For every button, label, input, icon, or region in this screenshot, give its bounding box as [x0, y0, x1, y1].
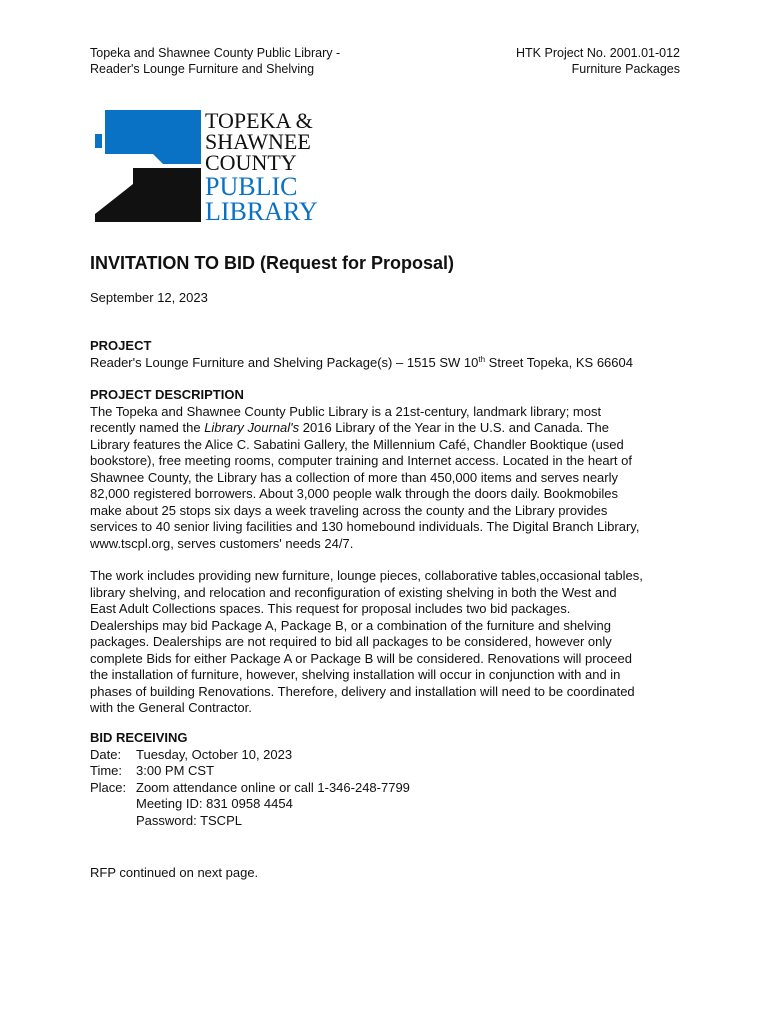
description-p1-line: 82,000 registered borrowers. About 3,000 people walk through the doors daily. Bookmobiles	[90, 486, 619, 501]
description-p2-line: with the General Contractor.	[90, 700, 252, 715]
bid-place-row	[90, 780, 690, 797]
description-p1-line: The Topeka and Shawnee County Public Library is a 21st-century, landmark library; most	[90, 403, 602, 419]
scope-of-work-paragraph	[90, 568, 690, 717]
description-p2-line: East Adult Collections spaces. This request for proposal includes two bid packages.	[90, 601, 571, 616]
publication-name: Library Journal's	[204, 420, 300, 435]
project-text-start: Reader's Lounge Furniture and Shelving Package(s) – 1515 SW 10	[90, 354, 479, 370]
bid-date-label: Date:	[90, 746, 122, 762]
description-p2-line: The work includes providing new furniture, lounge pieces, collaborative tables,occasional tables,	[90, 568, 643, 583]
bid-date-value: Tuesday, October 10, 2023	[136, 746, 293, 762]
header-project-number: HTK Project No. 2001.01-012	[516, 46, 680, 60]
bid-time-label: Time:	[90, 763, 123, 778]
project-description-section	[90, 387, 690, 552]
logo-text-line1: TOPEKA &	[205, 108, 313, 133]
bid-receiving-section	[90, 730, 690, 829]
logo-black-shape	[95, 168, 201, 222]
meeting-id: Meeting ID: 831 0958 4454	[136, 796, 293, 811]
meeting-password: Password: TSCPL	[136, 812, 242, 828]
description-p2-line: the installation of furniture, however, shelving installation will occur in conjunction with and in	[90, 667, 621, 682]
logo-blue-notch	[95, 134, 102, 148]
header-project-name: Reader's Lounge Furniture and Shelving	[90, 61, 315, 76]
project-heading: PROJECT	[90, 338, 152, 353]
description-p2-line: phases of building Renovations. Therefore, delivery and installation will need to be coordinated	[90, 683, 635, 699]
logo-blue-shape	[105, 110, 201, 164]
bid-time-row	[90, 763, 690, 780]
project-text-end: Street Topeka, KS 66604	[485, 354, 633, 370]
description-p1-line: Shawnee County, the Library has a collection of more than 450,000 items and serves nearly	[90, 469, 619, 485]
bid-place-label: Place:	[90, 779, 127, 795]
logo-text-line2: SHAWNEE	[205, 129, 311, 154]
project-section	[90, 338, 690, 371]
bid-receiving-heading: BID RECEIVING	[90, 730, 188, 745]
continued-note-text: RFP continued on next page.	[90, 865, 259, 880]
logo-text-line5: LIBRARY	[205, 197, 318, 224]
header-library-name: Topeka and Shawnee County Public Library -	[90, 46, 341, 60]
bid-time-value: 3:00 PM CST	[136, 763, 215, 778]
description-p2-line: complete Bids for either Package A or Package B will be considered. Renovations will proceed	[90, 650, 632, 666]
library-logo	[93, 106, 319, 224]
description-p2-line: packages. Dealerships are not required to bid all packages to be considered, however only	[90, 634, 612, 649]
library-logo-graphic	[93, 106, 319, 224]
description-p2-line: Dealerships may bid Package A, Package B, or a combination of the furniture and shelving	[90, 617, 612, 633]
continued-note	[90, 865, 690, 882]
header-left	[90, 46, 340, 77]
description-p1-line: recently named the Library Journal's 2016 Library of the Year in the U.S. and Canada. The	[90, 420, 609, 435]
description-p1-line: bookstore), free meeting rooms, computer training and Internet access. Located in the heart of	[90, 453, 632, 468]
logo-text-line3: COUNTY	[205, 150, 297, 175]
document-date: September 12, 2023	[90, 290, 208, 305]
description-p1-line: services to 40 senior living facilities and 130 homebound individuals. The Digital Branch Library,	[90, 519, 640, 534]
description-p1-line: make about 25 stops six days a week traveling across the county and the Library provides	[90, 502, 608, 518]
page-title: INVITATION TO BID (Request for Proposal)	[90, 253, 455, 273]
description-p1-line: www.tscpl.org, serves customers' needs 24/7.	[90, 535, 354, 551]
bid-date-row	[90, 747, 690, 764]
logo-text-line4: PUBLIC	[205, 172, 298, 201]
bid-place-value: Zoom attendance online or call 1-346-248-7799	[136, 779, 410, 795]
description-p1-line: Library features the Alice C. Sabatini Gallery, the Millennium Café, Chandler Booktique (used	[90, 436, 624, 452]
description-p2-line: library shelving, and relocation and reconfiguration of existing shelving in both the West and	[90, 584, 617, 600]
header-package-type: Furniture Packages	[571, 61, 680, 76]
header-right	[516, 46, 680, 77]
project-text-superscript: th	[478, 354, 486, 364]
project-text	[90, 355, 690, 372]
project-description-heading: PROJECT DESCRIPTION	[90, 387, 244, 402]
